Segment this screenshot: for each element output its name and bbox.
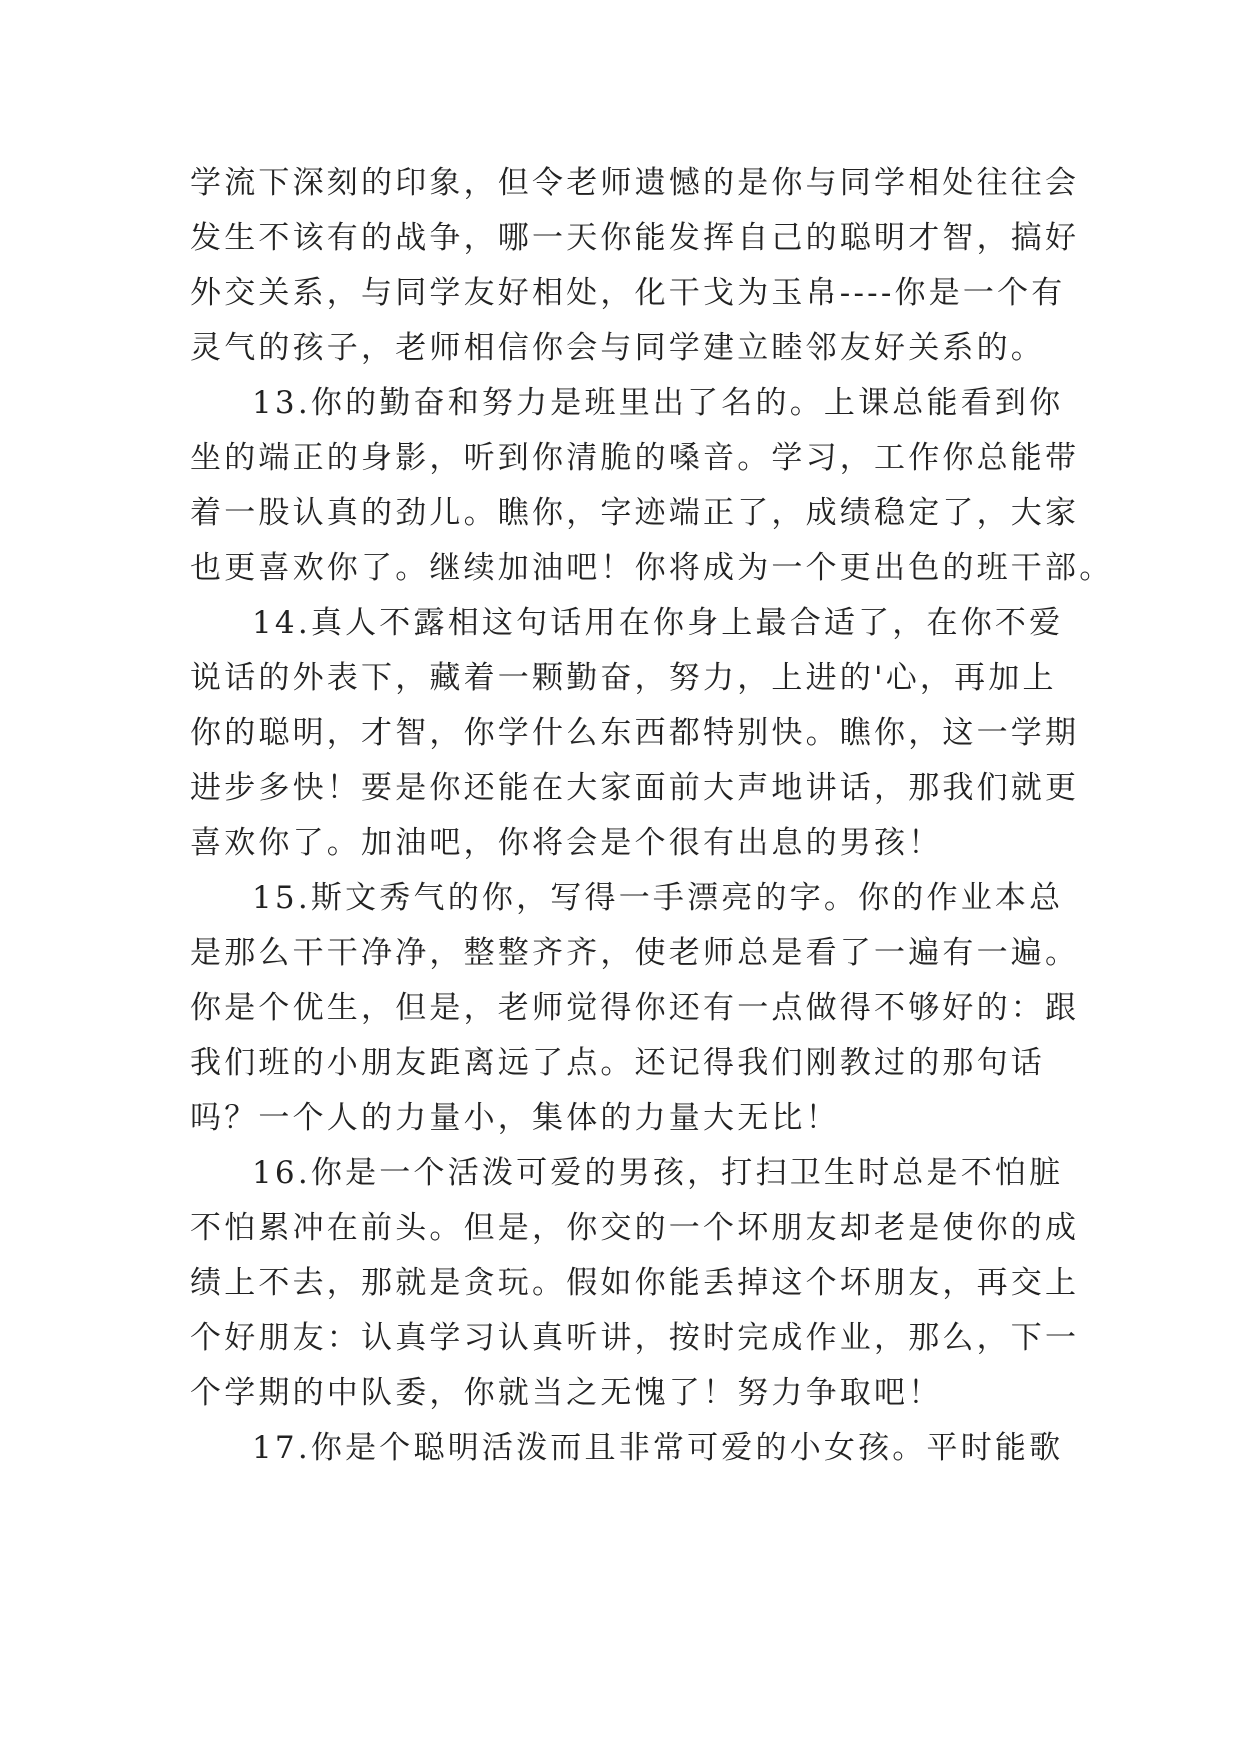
- text-line: 灵气的孩子，老师相信你会与同学建立睦邻友好关系的。: [190, 330, 1045, 366]
- text-line: 发生不该有的战争，哪一天你能发挥自己的聪明才智，搞好: [190, 220, 1080, 256]
- paragraph-15-start: 15.斯文秀气的你，写得一手漂亮的字。你的作业本总: [252, 880, 1064, 916]
- text-line: 也更喜欢你了。继续加油吧！你将成为一个更出色的班干部。: [190, 550, 1114, 586]
- text-line: 进步多快！要是你还能在大家面前大声地讲话，那我们就更: [190, 770, 1080, 806]
- text-line: 个好朋友：认真学习认真听讲，按时完成作业，那么，下一: [190, 1320, 1080, 1356]
- text-line: 说话的外表下，藏着一颗勤奋，努力，上进的'心，再加上: [190, 660, 1057, 696]
- text-line: 吗？一个人的力量小，集体的力量大无比！: [190, 1100, 840, 1136]
- paragraph-13-start: 13.你的勤奋和努力是班里出了名的。上课总能看到你: [252, 385, 1064, 421]
- text-line: 是那么干干净净，整整齐齐，使老师总是看了一遍有一遍。: [190, 935, 1080, 971]
- text-line: 你是个优生，但是，老师觉得你还有一点做得不够好的：跟: [190, 990, 1080, 1026]
- paragraph-17-start: 17.你是个聪明活泼而且非常可爱的小女孩。平时能歌: [252, 1430, 1064, 1466]
- text-line: 着一股认真的劲儿。瞧你，字迹端正了，成绩稳定了，大家: [190, 495, 1080, 531]
- paragraph-14-start: 14.真人不露相这句话用在你身上最合适了，在你不爱: [252, 605, 1064, 641]
- text-line: 喜欢你了。加油吧，你将会是个很有出息的男孩！: [190, 825, 943, 861]
- text-line: 绩上不去，那就是贪玩。假如你能丢掉这个坏朋友，再交上: [190, 1265, 1080, 1301]
- text-line: 外交关系，与同学友好相处，化干戈为玉帛----你是一个有: [190, 275, 1066, 311]
- text-line: 不怕累冲在前头。但是，你交的一个坏朋友却老是使你的成: [190, 1210, 1080, 1246]
- paragraph-16-start: 16.你是一个活泼可爱的男孩，打扫卫生时总是不怕脏: [252, 1155, 1064, 1191]
- text-line: 学流下深刻的印象，但令老师遗憾的是你与同学相处往往会: [190, 165, 1080, 201]
- text-line: 你的聪明，才智，你学什么东西都特别快。瞧你，这一学期: [190, 715, 1080, 751]
- text-line: 我们班的小朋友距离远了点。还记得我们刚教过的那句话: [190, 1045, 1045, 1081]
- text-line: 坐的端正的身影，听到你清脆的嗓音。学习，工作你总能带: [190, 440, 1080, 476]
- text-line: 个学期的中队委，你就当之无愧了！努力争取吧！: [190, 1375, 943, 1411]
